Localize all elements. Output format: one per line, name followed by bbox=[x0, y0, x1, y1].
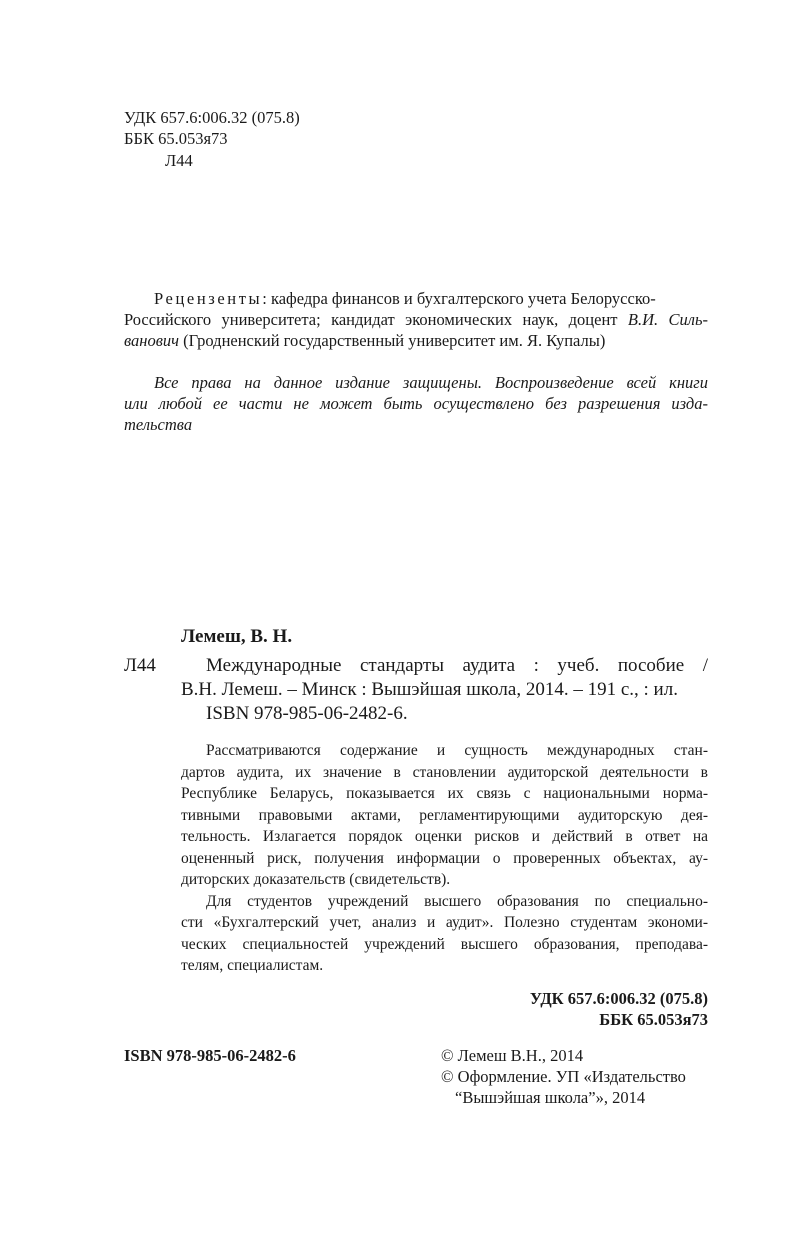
bbk-code: ББК 65.053я73 bbox=[124, 129, 228, 148]
annotation-line-1: Рассматриваются содержание и сущность международных стан- bbox=[206, 742, 708, 759]
annotation-line-7: диторских доказательств (свидетельств). bbox=[181, 871, 451, 888]
catalog-code: Л44 bbox=[124, 655, 156, 676]
author-mark: Л44 bbox=[165, 151, 193, 170]
copyright-publisher: “Вышэйшая школа”», 2014 bbox=[455, 1088, 646, 1107]
reviewers-line-1 bbox=[154, 288, 656, 309]
annotation-line-8: Для студентов учреждений высшего образования по специально- bbox=[206, 893, 708, 910]
annotation-line-10: ческих специальностей учреждений высшего образования, преподава- bbox=[181, 936, 708, 953]
annotation-line-4: тивными правовыми актами, регламентирующими аудиторскую дея- bbox=[181, 807, 708, 824]
annotation-line-5: тельность. Излагается порядок оценки рисков и действий в ответ на bbox=[181, 828, 708, 845]
footer-bbk: ББК 65.053я73 bbox=[599, 1010, 708, 1029]
rights-line-1: Все права на данное издание защищены. Воспроизведение всей книги bbox=[154, 373, 708, 392]
annotation-line-11: телям, специалистам. bbox=[181, 957, 324, 974]
catalog-title-line-1: Международные стандарты аудита : учеб. пособие / bbox=[206, 655, 708, 676]
rights-line-3: тельства bbox=[124, 415, 193, 434]
reviewers-label: Рецензенты bbox=[154, 289, 263, 308]
catalog-isbn: ISBN 978-985-06-2482-6. bbox=[206, 703, 408, 724]
reviewers-line-2 bbox=[124, 309, 708, 330]
rights-line-2: или любой ее части не может быть осуществлено без разрешения изда- bbox=[124, 394, 708, 413]
annotation-line-3: Республике Беларусь, показывается их связь с национальными норма- bbox=[181, 785, 708, 802]
footer-udk: УДК 657.6:006.32 (075.8) bbox=[529, 989, 708, 1008]
annotation-line-2: дартов аудита, их значение в становлении аудиторской деятельности в bbox=[181, 764, 708, 781]
reviewers-line-3 bbox=[124, 330, 605, 351]
reviewer-name-part-2: ванович bbox=[124, 331, 180, 350]
reviewers-line-2-text: Российского университета; кандидат экономических наук, доцент bbox=[124, 310, 618, 329]
reviewer-name-part-1: В.И. Силь- bbox=[627, 310, 708, 329]
catalog-title-line-2: В.Н. Лемеш. – Минск : Вышэйшая школа, 2014. – 191 с., : ил. bbox=[181, 679, 678, 700]
copyright-author: © Лемеш В.Н., 2014 bbox=[441, 1046, 584, 1065]
catalog-author: Лемеш, В. Н. bbox=[181, 626, 293, 647]
annotation-line-9: сти «Бухгалтерский учет, анализ и аудит». Полезно студентам экономи- bbox=[181, 914, 708, 931]
footer-isbn: ISBN 978-985-06-2482-6 bbox=[124, 1046, 296, 1065]
copyright-design: © Оформление. УП «Издательство bbox=[441, 1067, 686, 1086]
reviewers-line-1-text: : кафедра финансов и бухгалтерского учета Белорусско- bbox=[262, 289, 656, 308]
udk-code: УДК 657.6:006.32 (075.8) bbox=[124, 108, 300, 127]
reviewers-line-3-text: (Гродненский государственный университет им. Я. Купалы) bbox=[179, 331, 606, 350]
annotation-line-6: оцененный риск, получения информации о проверенных объектах, ау- bbox=[181, 850, 708, 867]
